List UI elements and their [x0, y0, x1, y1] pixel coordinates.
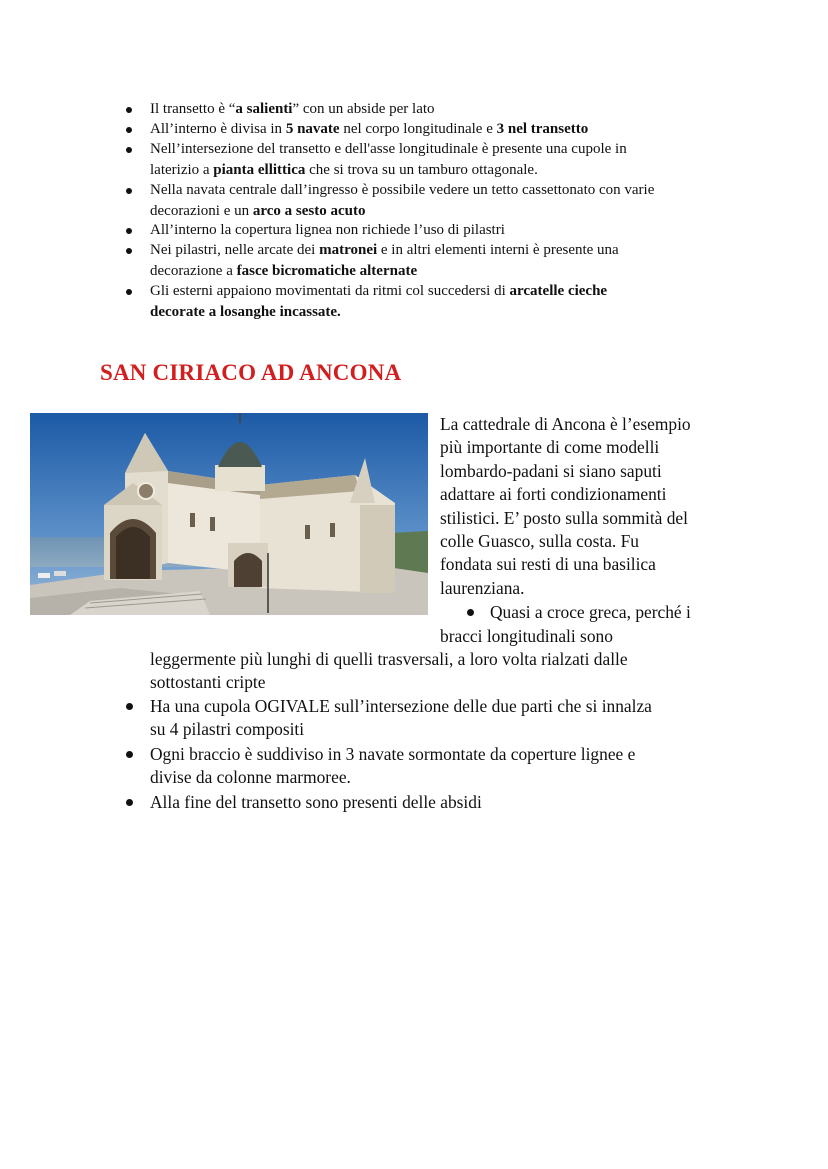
intro-line: laurenziana. [440, 577, 525, 598]
text: e in altri elementi interni è presente una [377, 242, 619, 258]
cathedral-photo [30, 413, 428, 615]
bold-text: 5 navate [285, 121, 340, 137]
list-item-line [150, 119, 588, 139]
text: nel corpo longitudinale e [339, 121, 497, 137]
text: decorazione a [150, 262, 237, 279]
text: All’interno è divisa in [150, 121, 286, 137]
text: Il transetto è “ [150, 101, 236, 117]
bullet-dot [126, 289, 132, 295]
list-item-line: Ogni braccio è suddiviso in 3 navate sormontate da coperture lignee e [150, 744, 636, 764]
list-item-line [150, 220, 505, 240]
list-item-line [150, 99, 435, 119]
list-item-line: Ha una cupola OGIVALE sull’intersezione delle due parti che si innalza [150, 696, 652, 716]
bold-text: matronei [319, 242, 378, 258]
text: Nei pilastri, nelle arcate dei [150, 242, 320, 258]
list-item-line: su 4 pilastri compositi [150, 719, 305, 740]
wrap-bullet-line-3: leggermente più lunghi di quelli trasversali, a loro volta rialzati dalle [150, 649, 628, 669]
text: ” con un abside per lato [292, 101, 435, 117]
intro-line: più importante di come modelli [440, 437, 660, 458]
bullet-dot [126, 799, 133, 806]
text: Nell’intersezione del transetto e dell'asse longitudinale è presente una cupole in [150, 141, 627, 157]
bold-text: pianta ellittica [213, 161, 306, 178]
list-item-line [150, 180, 654, 200]
bold-text: fasce bicromatiche alternate [236, 262, 418, 279]
list-item-line [150, 139, 627, 159]
bullet-dot [467, 609, 474, 616]
bullet-dot [126, 107, 132, 113]
list-item-line [150, 201, 366, 221]
wrap-bullet-line-4: sottostanti cripte [150, 672, 266, 692]
bullet-dot [126, 751, 133, 758]
bold-text: decorate a losanghe incassate. [150, 303, 341, 320]
intro-line: adattare ai forti condizionamenti [440, 484, 667, 505]
bullet-dot [126, 188, 132, 194]
intro-line: stilistici. E’ posto sulla sommità del [440, 507, 688, 528]
list-item-line [150, 281, 607, 301]
list-item-line [150, 302, 341, 322]
intro-line: lombardo-padani si siano saputi [440, 460, 662, 481]
text: All’interno la copertura lignea non richiede l’uso di pilastri [150, 222, 505, 238]
section-title: SAN CIRIACO AD ANCONA [100, 360, 402, 385]
bold-text: arcatelle cieche [509, 283, 608, 299]
intro-line: colle Guasco, sulla costa. Fu [440, 531, 639, 551]
bold-text: 3 nel transetto [496, 121, 589, 137]
list-item-line: divise da colonne marmoree. [150, 767, 351, 788]
text: che si trova su un tamburo ottagonale. [305, 161, 538, 178]
bold-text: a salienti [235, 101, 293, 117]
list-item-line [150, 261, 417, 281]
wrap-bullet-line-1: Quasi a croce greca, perché i [490, 602, 691, 622]
intro-line: fondata sui resti di una basilica [440, 554, 656, 575]
list-item-line [150, 160, 538, 180]
list-item-line [150, 240, 619, 260]
bullet-dot [126, 127, 132, 133]
bullet-dot [126, 248, 132, 254]
bullet-dot [126, 147, 132, 153]
text: decorazioni e un [150, 202, 253, 219]
bold-text: arco a sesto acuto [252, 202, 366, 219]
list-item-line: Alla fine del transetto sono presenti delle absidi [150, 792, 482, 812]
text: Gli esterni appaiono movimentati da ritmi col succedersi di [150, 283, 510, 299]
bullet-dot [126, 703, 133, 710]
wrap-bullet-line-2: bracci longitudinali sono [440, 625, 613, 646]
bullet-dot [126, 228, 132, 234]
text: laterizio a [150, 161, 214, 178]
intro-line: La cattedrale di Ancona è l’esempio [440, 414, 691, 434]
text: Nella navata centrale dall’ingresso è possibile vedere un tetto cassettonato con varie [150, 182, 655, 198]
